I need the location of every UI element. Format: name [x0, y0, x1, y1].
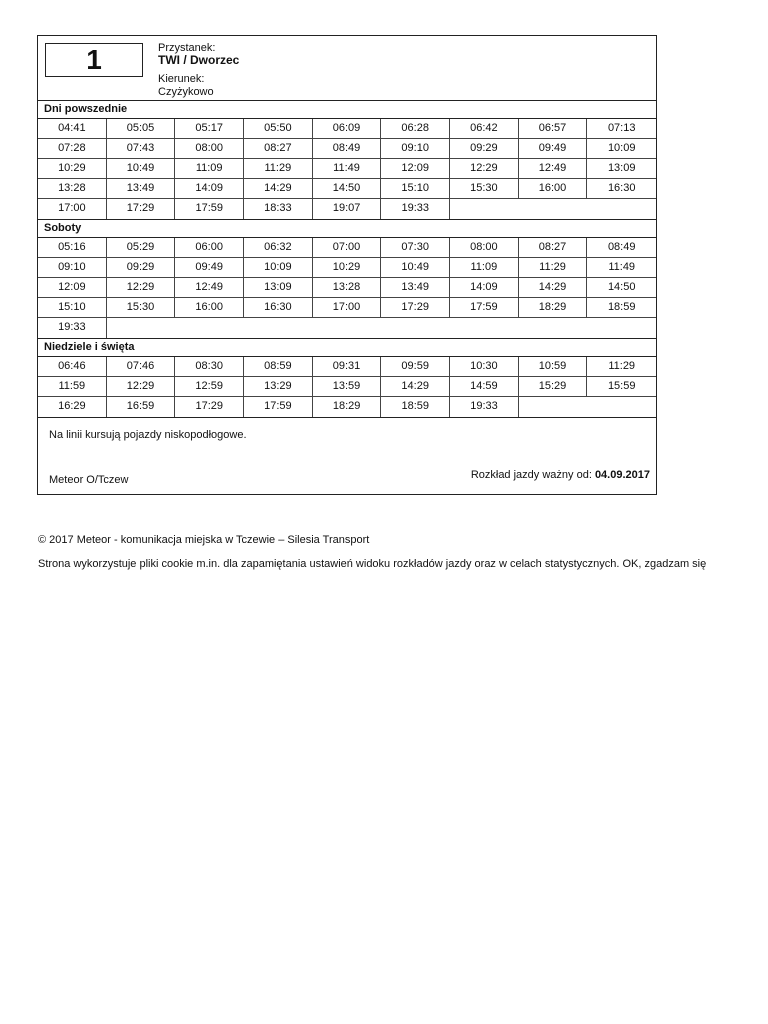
departure-time: 06:57 [519, 119, 588, 139]
departure-time: 17:59 [244, 397, 313, 417]
empty-fill [450, 199, 656, 219]
departure-time: 19:33 [381, 199, 450, 219]
cookie-text: Strona wykorzystuje pliki cookie m.in. dla zapamiętania ustawień widoku rozkładów jazdy oraz w celach statystycznych. [38, 558, 620, 570]
departure-time: 08:27 [244, 139, 313, 159]
departure-time: 16:30 [587, 179, 656, 199]
timetable-sections [38, 101, 656, 418]
departure-time: 18:59 [587, 298, 656, 318]
direction-label: Kierunek: [158, 73, 205, 85]
departure-time: 10:09 [244, 258, 313, 278]
departure-time: 04:41 [38, 119, 107, 139]
departure-time: 12:29 [450, 159, 519, 179]
departure-time: 13:49 [107, 179, 176, 199]
departure-time: 15:59 [587, 377, 656, 397]
departure-time: 06:32 [244, 238, 313, 258]
stop-name: TWI / Dworzec [158, 53, 240, 67]
departure-row [38, 298, 656, 318]
departure-time: 14:29 [244, 179, 313, 199]
departure-time: 17:29 [175, 397, 244, 417]
departure-row [38, 238, 656, 258]
departure-time: 13:09 [587, 159, 656, 179]
departure-time: 16:59 [107, 397, 176, 417]
departure-time: 09:10 [381, 139, 450, 159]
departure-row [38, 159, 656, 179]
departure-time: 12:09 [38, 278, 107, 298]
valid-from-label: Rozkład jazdy ważny od: [470, 469, 592, 481]
departure-time: 07:43 [107, 139, 176, 159]
departure-time: 18:29 [519, 298, 588, 318]
empty-fill [107, 318, 656, 338]
departure-row [38, 258, 656, 278]
departure-time: 05:05 [107, 119, 176, 139]
section-title: Soboty [38, 220, 656, 238]
departure-grid [38, 119, 656, 220]
departure-time: 15:10 [381, 179, 450, 199]
departure-time: 14:09 [450, 278, 519, 298]
departure-time: 06:46 [38, 357, 107, 377]
departure-time: 06:00 [175, 238, 244, 258]
departure-time: 19:33 [38, 318, 107, 338]
departure-time: 08:49 [587, 238, 656, 258]
departure-time: 12:09 [381, 159, 450, 179]
departure-time: 14:29 [381, 377, 450, 397]
departure-row [38, 119, 656, 139]
copyright-text: © 2017 Meteor - komunikacja miejska w Tczewie – Silesia Transport [38, 534, 370, 546]
departure-time: 11:59 [38, 377, 107, 397]
departure-time: 08:27 [519, 238, 588, 258]
departure-time: 07:28 [38, 139, 107, 159]
departure-time: 11:49 [587, 258, 656, 278]
departure-time: 19:33 [450, 397, 519, 417]
departure-time: 05:29 [107, 238, 176, 258]
departure-time: 16:00 [519, 179, 588, 199]
departure-time: 15:30 [107, 298, 176, 318]
departure-time: 15:30 [450, 179, 519, 199]
departure-time: 12:49 [175, 278, 244, 298]
departure-time: 06:09 [313, 119, 382, 139]
departure-time: 11:49 [313, 159, 382, 179]
departure-time: 18:33 [244, 199, 313, 219]
departure-time: 17:00 [313, 298, 382, 318]
departure-time: 09:10 [38, 258, 107, 278]
departure-grid [38, 357, 656, 418]
departure-time: 11:29 [244, 159, 313, 179]
departure-time: 09:59 [381, 357, 450, 377]
departure-time: 11:29 [519, 258, 588, 278]
departure-time: 10:49 [381, 258, 450, 278]
departure-time: 19:07 [313, 199, 382, 219]
departure-time: 14:29 [519, 278, 588, 298]
departure-time: 08:49 [313, 139, 382, 159]
section-title: Niedziele i święta [38, 339, 656, 357]
timetable-sheet [37, 35, 657, 495]
departure-time: 07:46 [107, 357, 176, 377]
departure-time: 13:59 [313, 377, 382, 397]
departure-time: 17:29 [107, 199, 176, 219]
departure-time: 14:50 [313, 179, 382, 199]
departure-time: 07:13 [587, 119, 656, 139]
departure-time: 15:10 [38, 298, 107, 318]
departure-time: 05:16 [38, 238, 107, 258]
departure-time: 13:09 [244, 278, 313, 298]
departure-time: 16:00 [175, 298, 244, 318]
line-number: 1 [45, 43, 143, 77]
departure-time: 17:59 [175, 199, 244, 219]
departure-time: 10:09 [587, 139, 656, 159]
departure-row [38, 278, 656, 298]
departure-time: 10:49 [107, 159, 176, 179]
valid-from-date: 04.09.2017 [594, 469, 650, 481]
departure-time: 09:49 [519, 139, 588, 159]
section-title: Dni powszednie [38, 101, 656, 119]
departure-time: 05:17 [175, 119, 244, 139]
low-floor-note: Na linii kursują pojazdy niskopodłogowe. [49, 429, 247, 441]
departure-time: 14:59 [450, 377, 519, 397]
departure-time: 08:30 [175, 357, 244, 377]
departure-time: 14:09 [175, 179, 244, 199]
departure-time: 13:28 [38, 179, 107, 199]
departure-time: 09:31 [313, 357, 382, 377]
direction-name: Czyżykowo [158, 86, 214, 98]
departure-time: 10:59 [519, 357, 588, 377]
departure-row [38, 377, 656, 397]
departure-time: 11:29 [587, 357, 656, 377]
stop-label: Przystanek: [158, 42, 216, 54]
departure-row [38, 318, 656, 338]
departure-time: 17:00 [38, 199, 107, 219]
departure-row [38, 397, 656, 417]
operator-name: Meteor O/Tczew [49, 474, 129, 486]
valid-from [471, 469, 650, 481]
departure-grid [38, 238, 656, 339]
cookie-notice [38, 558, 738, 571]
departure-time: 11:09 [175, 159, 244, 179]
departure-time: 11:09 [450, 258, 519, 278]
departure-time: 18:29 [313, 397, 382, 417]
departure-row [38, 139, 656, 159]
departure-time: 13:49 [381, 278, 450, 298]
departure-time: 08:59 [244, 357, 313, 377]
departure-time: 10:30 [450, 357, 519, 377]
departure-time: 06:42 [450, 119, 519, 139]
departure-time: 15:29 [519, 377, 588, 397]
departure-time: 12:59 [175, 377, 244, 397]
departure-time: 16:29 [38, 397, 107, 417]
departure-row [38, 179, 656, 199]
timetable-header [38, 36, 656, 101]
cookie-accept-link[interactable]: OK, zgadzam się [622, 558, 707, 570]
departure-time: 12:29 [107, 278, 176, 298]
departure-time: 17:29 [381, 298, 450, 318]
departure-time: 07:30 [381, 238, 450, 258]
departure-time: 12:29 [107, 377, 176, 397]
departure-time: 10:29 [38, 159, 107, 179]
departure-time: 06:28 [381, 119, 450, 139]
departure-time: 13:28 [313, 278, 382, 298]
departure-row [38, 199, 656, 219]
departure-time: 09:49 [175, 258, 244, 278]
empty-fill [519, 397, 656, 417]
departure-time: 12:49 [519, 159, 588, 179]
departure-time: 18:59 [381, 397, 450, 417]
departure-time: 09:29 [450, 139, 519, 159]
departure-time: 08:00 [450, 238, 519, 258]
departure-time: 10:29 [313, 258, 382, 278]
departure-time: 05:50 [244, 119, 313, 139]
departure-row [38, 357, 656, 377]
departure-time: 14:50 [587, 278, 656, 298]
departure-time: 17:59 [450, 298, 519, 318]
departure-time: 08:00 [175, 139, 244, 159]
departure-time: 09:29 [107, 258, 176, 278]
departure-time: 16:30 [244, 298, 313, 318]
departure-time: 13:29 [244, 377, 313, 397]
departure-time: 07:00 [313, 238, 382, 258]
